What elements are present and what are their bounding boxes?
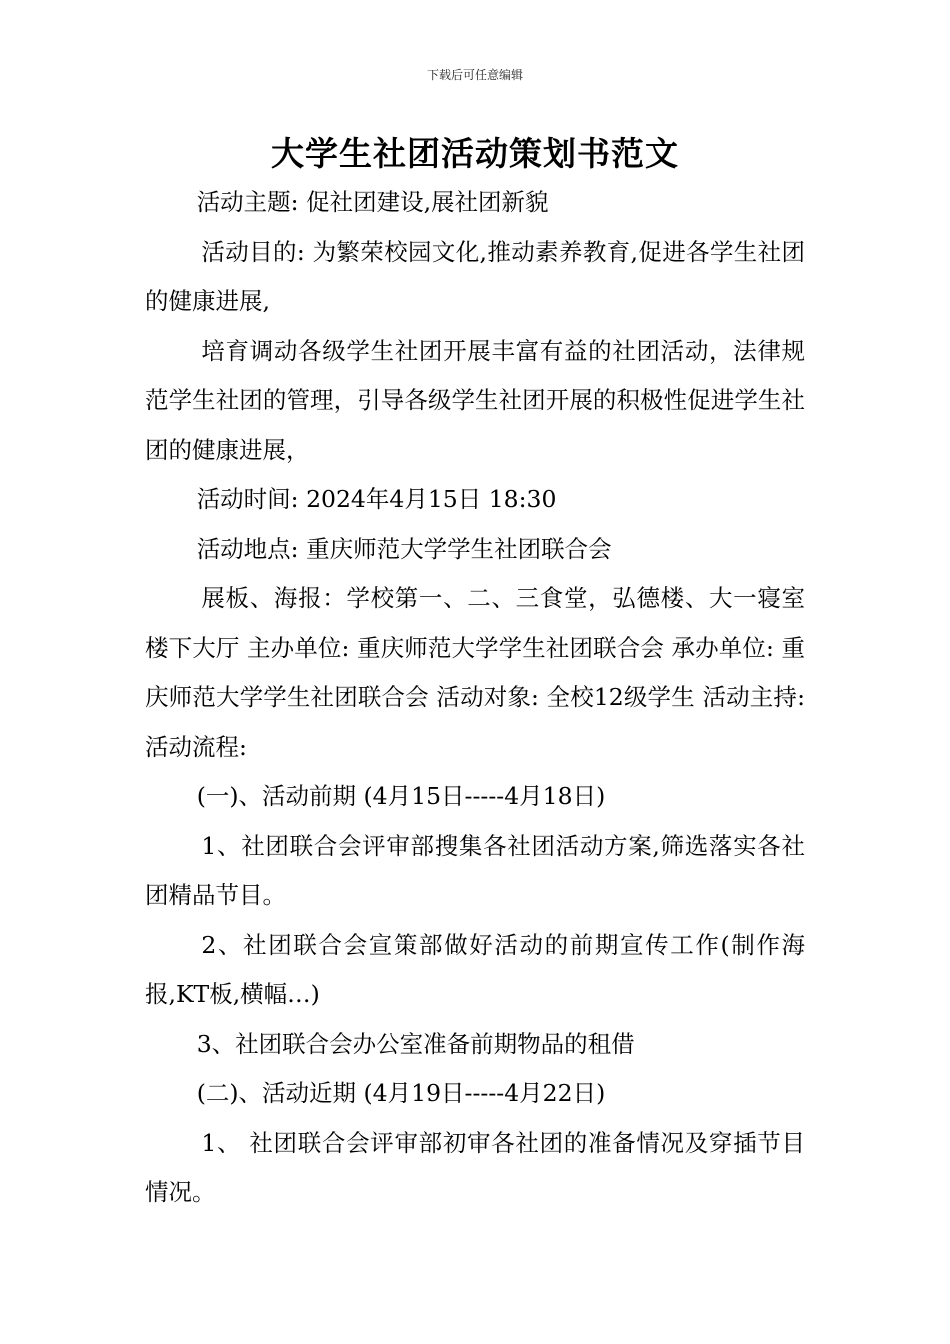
paragraph-phase-one-heading: (一)、活动前期 (4月15日-----4月18日) [196,782,606,810]
paragraph-phase-two-item-1: 1、 社团联合会评审部初审各社团的准备情况及穿插节目情况。 [145,1128,805,1206]
paragraph-cultivation: 培育调动各级学生社团开展丰富有益的社团活动，法律规范学生社团的管理，引导各级学生社团开展的积极性促进学生社团的健康进展， [145,336,805,464]
paragraph-organizers: 展板、海报：学校第一、二、三食堂，弘德楼、大一寝室楼下大厅 主办单位: 重庆师范大学学生社团联合会 承办单位: 重庆师范大学学生社团联合会 活动对象: 全校12级学生 活动主持: 活动流程: [145,584,805,761]
paragraph-activity-time: 活动时间: 2024年4月15日 18:30 [196,485,557,513]
document-title: 大学生社团活动策划书范文 [271,134,679,173]
paragraph-phase-one-item-3: 3、社团联合会办公室准备前期物品的租借 [196,1029,635,1058]
paragraph-phase-two-heading: (二)、活动近期 (4月19日-----4月22日) [196,1079,606,1107]
paragraph-activity-purpose: 活动目的: 为繁荣校园文化,推动素养教育,促进各学生社团的健康进展, [145,237,805,315]
paragraph-activity-theme: 活动主题: 促社团建设,展社团新貌 [196,188,549,216]
paragraph-activity-location: 活动地点: 重庆师范大学学生社团联合会 [196,534,612,563]
paragraph-phase-one-item-1: 1、社团联合会评审部搜集各社团活动方案,筛选落实各社团精品节目。 [145,831,805,909]
header-note: 下载后可任意编辑 [426,68,523,82]
document-body [145,178,805,1218]
paragraph-phase-one-item-2: 2、社团联合会宣策部做好活动的前期宣传工作(制作海报,KT板,横幅…) [145,930,805,1008]
